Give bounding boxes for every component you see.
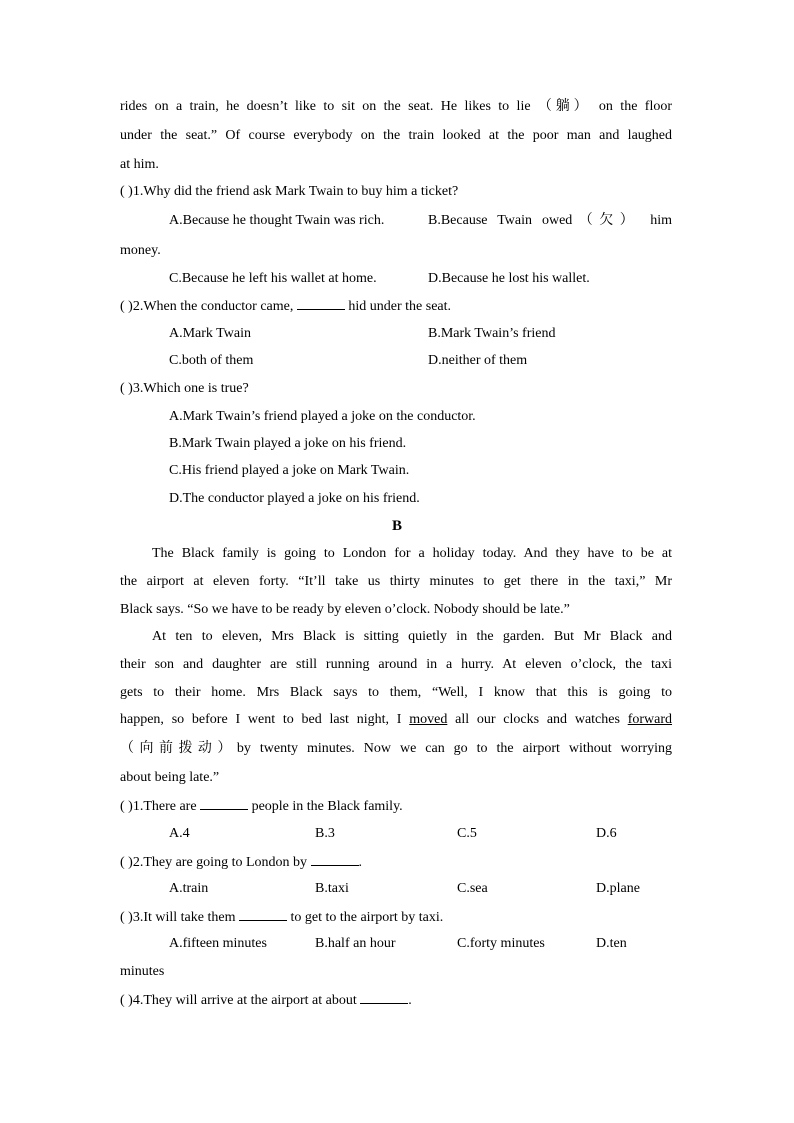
question-stem: 2.When the conductor came, [132,299,294,314]
option-b3-d: D.ten [596,936,627,951]
question-b1 [120,797,403,816]
passage-a-line-3: at him. [120,157,159,172]
question-stem: 2.They are going to London by [132,855,308,870]
question-stem: 3.It will take them [132,910,236,925]
passage-b-p2-line-5: （向前拨动）by twenty minutes. Now we can go to the airport without worrying [120,741,672,756]
answer-blank [297,297,345,310]
option-b1-c: C.5 [457,826,477,841]
question-b2 [120,853,362,872]
passage-b-p1-line-1: The Black family is going to London for a holiday today. And they have to be at [152,546,672,561]
question-a3 [120,380,249,398]
line-text: happen, so before I went to bed last night, I [120,712,402,727]
question-stem-end: people in the Black family. [251,799,403,814]
option-a3-d: D.The conductor played a joke on his friend. [169,491,420,506]
option-b3-b: B.half an hour [315,936,396,951]
answer-paren: ( ) [120,799,133,814]
passage-b-p2-line-4 [120,711,672,729]
option-a2-b: B.Mark Twain’s friend [428,326,556,341]
option-b1-b: B.3 [315,826,335,841]
option-a3-c: C.His friend played a joke on Mark Twain. [169,463,410,478]
answer-paren: ( ) [120,993,133,1008]
question-stem: 1.Why did the friend ask Mark Twain to buy him a ticket? [132,184,459,199]
question-a2 [120,297,451,316]
passage-b-p2-line-2: their son and daughter are still running around in a hurry. At eleven o’clock, the taxi [120,657,672,672]
option-b2-c: C.sea [457,881,488,896]
answer-blank [360,991,408,1004]
question-stem-end: . [408,993,412,1008]
option-a2-c: C.both of them [169,353,254,368]
passage-b-p2-line-1: At ten to eleven, Mrs Black is sitting quietly in the garden. But Mr Black and [152,629,672,644]
option-a2-a: A.Mark Twain [169,326,251,341]
option-a1-d: D.Because he lost his wallet. [428,271,590,286]
answer-blank [311,853,359,866]
section-b-title: B [391,518,402,534]
passage-b-p2-line-3: gets to their home. Mrs Black says to them, “Well, I know that this is going to [120,685,672,700]
option-b3-a: A.fifteen minutes [169,936,267,951]
question-stem: 1.There are [132,799,197,814]
answer-paren: ( ) [120,381,133,396]
option-b2-b: B.taxi [315,881,349,896]
answer-paren: ( ) [120,299,133,314]
question-a1 [120,183,458,201]
option-b3-c: C.forty minutes [457,936,545,951]
question-stem: 3.Which one is true? [132,381,249,396]
option-b2-a: A.train [169,881,209,896]
question-stem: 4.They will arrive at the airport at about [132,993,357,1008]
passage-b-p1-line-3: Black says. “So we have to be ready by eleven o’clock. Nobody should be late.” [120,602,570,617]
question-b4 [120,991,412,1010]
answer-paren: ( ) [120,184,133,199]
answer-paren: ( ) [120,910,133,925]
option-a3-a: A.Mark Twain’s friend played a joke on the conductor. [169,409,476,424]
option-a2-d: D.neither of them [428,353,528,368]
question-stem-end: . [358,855,363,870]
passage-b-p2-line-6: about being late.” [120,770,220,785]
passage-a-line-2: under the seat.” Of course everybody on the train looked at the poor man and laughed [120,128,672,143]
underlined-word-forward: forward [627,712,673,727]
option-a3-b: B.Mark Twain played a joke on his friend. [169,436,407,451]
question-stem-end: hid under the seat. [348,299,452,314]
question-b3 [120,908,443,927]
passage-a-line-1: rides on a train, he doesn’t like to sit on the seat. He likes to lie （躺） on the floor [120,99,672,114]
option-a1-b: B.Because Twain owed（欠） him [428,213,672,228]
option-a1-b-continued: money. [120,243,161,258]
answer-blank [200,797,248,810]
option-a1-c: C.Because he left his wallet at home. [169,271,377,286]
option-b1-d: D.6 [596,826,617,841]
option-b2-d: D.plane [596,881,640,896]
answer-blank [239,908,287,921]
option-b3-d-continued: minutes [120,964,165,979]
option-b1-a: A.4 [169,826,190,841]
answer-paren: ( ) [120,855,133,870]
question-stem-end: to get to the airport by taxi. [290,910,444,925]
option-a1-a: A.Because he thought Twain was rich. [169,213,385,228]
line-text: all our clocks and watches [455,712,620,727]
underlined-word-moved: moved [409,712,448,727]
passage-b-p1-line-2: the airport at eleven forty. “It’ll take us thirty minutes to get there in the taxi,” Mr [120,574,672,589]
